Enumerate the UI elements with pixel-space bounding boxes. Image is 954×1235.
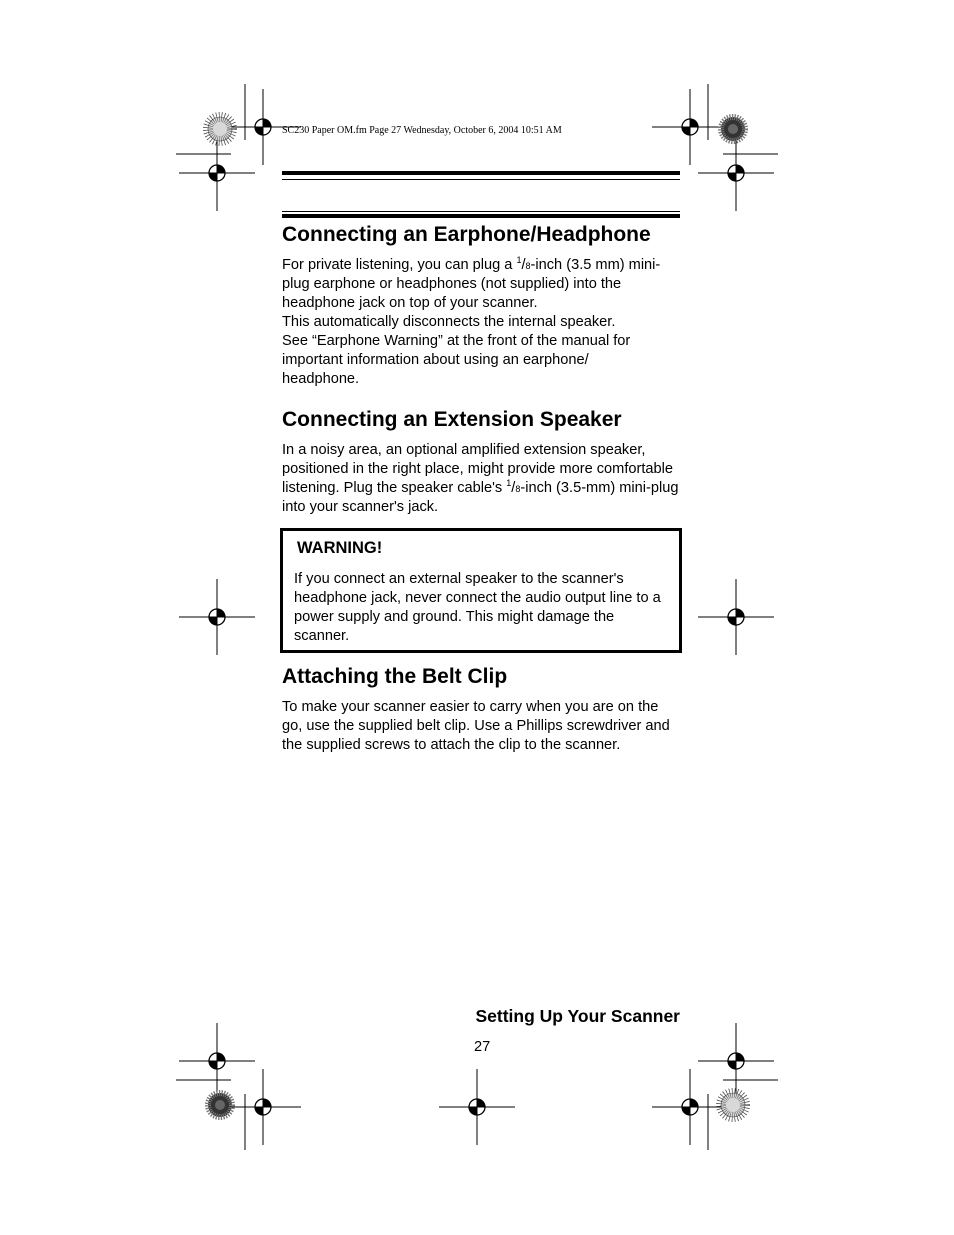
warning-box (280, 528, 682, 653)
text-run: For private listening, you can plug a (282, 257, 517, 273)
fraction: $^1$/8 (516, 255, 531, 273)
text-run: In a noisy area, an optional amplified extension speaker, positioned in the right place, might provide more comfortable listening. Plug the speaker cable's (282, 442, 673, 496)
text-run: -inch (3.5 mm) mini-plug earphone or headphones (not supplied) into the headphone jack on top of your scanner. (282, 257, 661, 311)
section-rule-thin (282, 211, 680, 212)
fraction: $^1$/8 (506, 478, 521, 496)
section-rule-thick (282, 214, 680, 218)
section-heading: Attaching the Belt Clip (282, 665, 508, 688)
warning-text: If you connect an external speaker to the scanner's headphone jack, never connect the audio output line to a power supply and ground. This might damage the scanner. (294, 571, 661, 644)
paragraph (282, 256, 682, 313)
text-run: -inch (3.5-mm) mini-plug into your scanner's jack. (282, 480, 679, 515)
paragraph: This automatically disconnects the internal speaker. (282, 314, 616, 330)
section-belt-clip (282, 664, 682, 755)
fraction-numerator: 1 (506, 478, 512, 488)
fraction-denominator: 8 (515, 484, 521, 494)
top-rule-thin (282, 179, 680, 180)
footer-section-title: Setting Up Your Scanner (475, 1006, 680, 1026)
fraction-numerator: 1 (516, 255, 522, 265)
fraction-denominator: 8 (525, 261, 531, 271)
paragraph: See “Earphone Warning” at the front of the manual for important information about using an earphone/ headphone. (282, 333, 631, 387)
section-heading: Connecting an Extension Speaker (282, 408, 622, 431)
paragraph (282, 441, 680, 517)
paragraph: To make your scanner easier to carry when you are on the go, use the supplied belt clip. Use a Phillips screwdriver and the supplied screws to attach the clip to the scanner. (282, 699, 670, 753)
top-rule-thick (282, 171, 680, 175)
section-extension-speaker (282, 407, 682, 517)
file-slug: SC230 Paper OM.fm Page 27 Wednesday, October 6, 2004 10:51 AM (282, 125, 562, 136)
section-heading: Connecting an Earphone/Headphone (282, 223, 651, 246)
page-number: 27 (474, 1039, 491, 1055)
section-earphone (282, 222, 682, 389)
warning-title: WARNING! (297, 539, 383, 557)
